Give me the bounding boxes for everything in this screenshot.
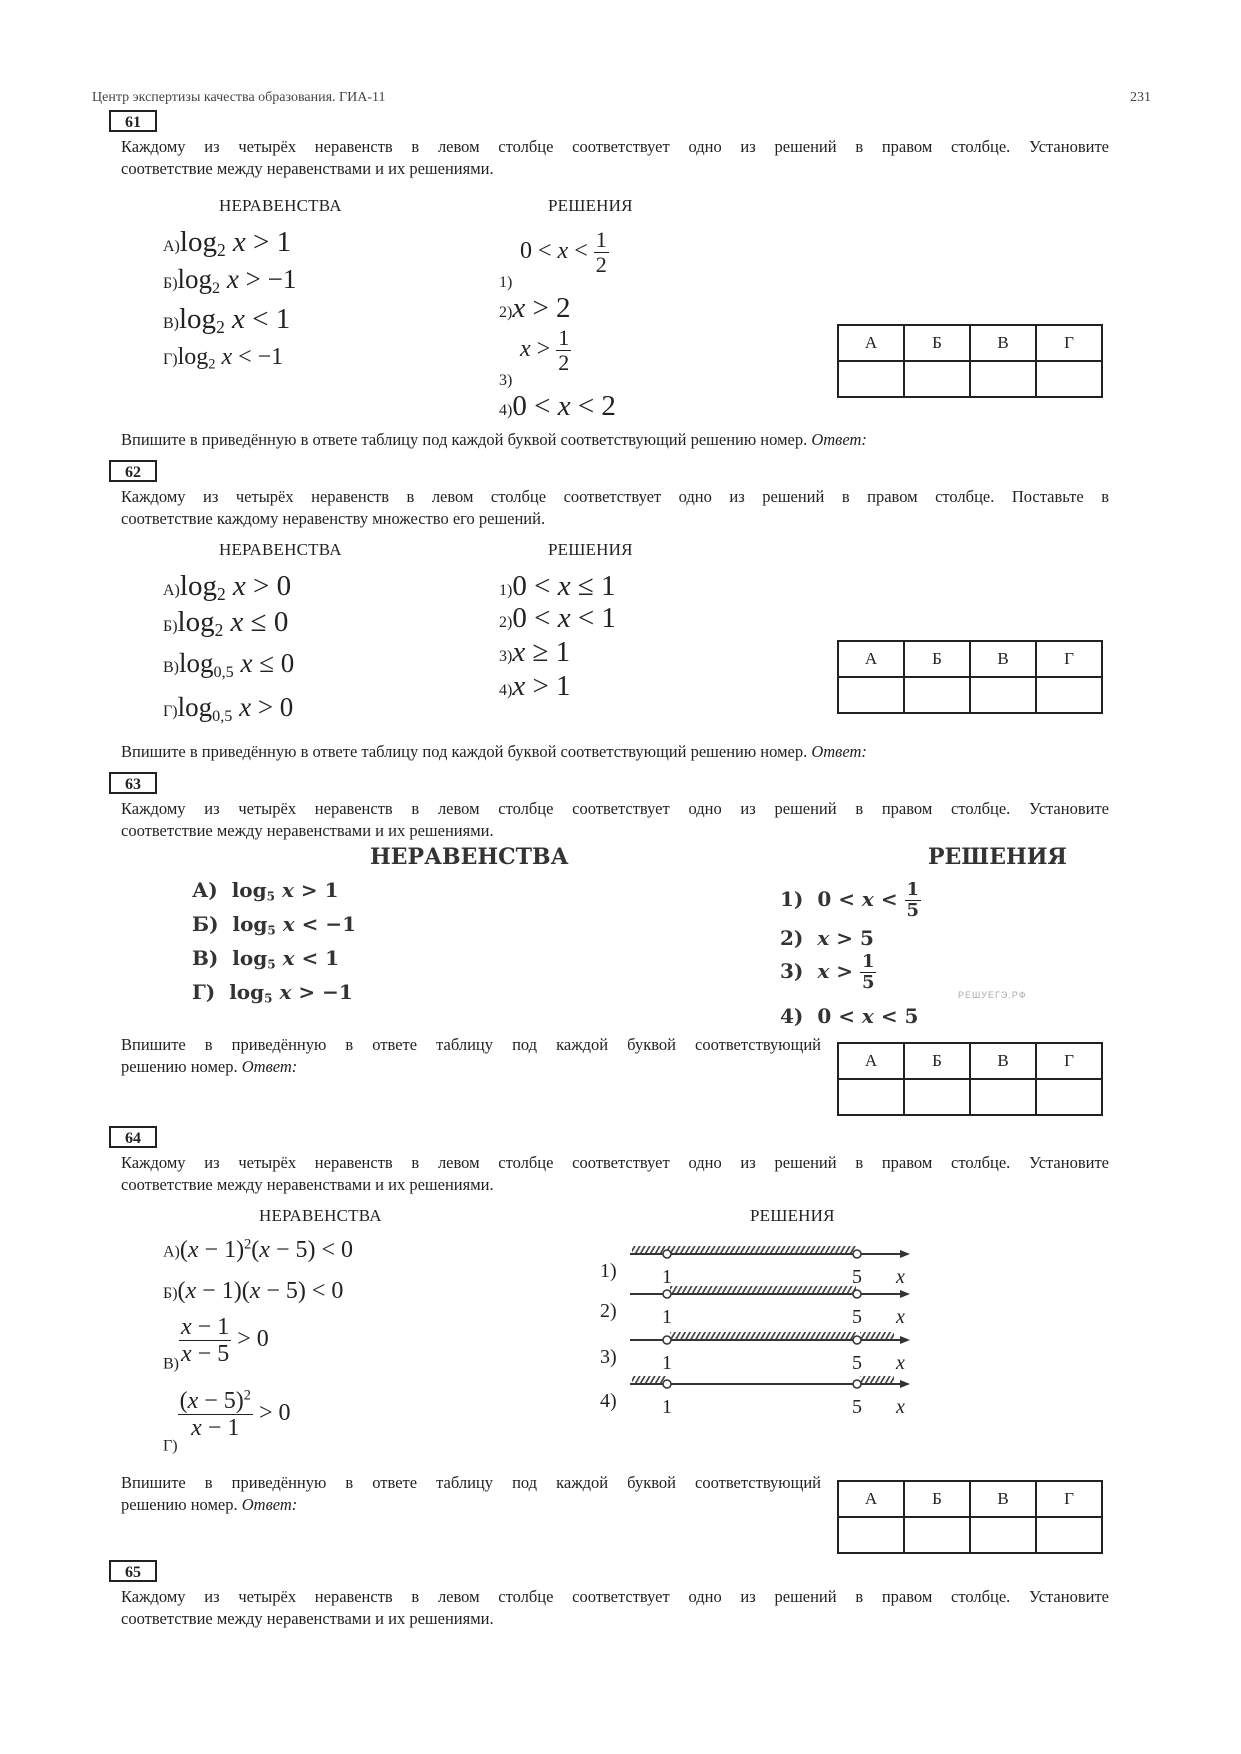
answer-table [837,640,1103,714]
axis-tick-label: 1 [662,1306,672,1328]
inequality-label: А) [163,238,180,255]
axis-variable: x [896,1352,905,1374]
inequality-label: В) [163,1355,179,1373]
task-text [121,486,1109,530]
open-point [663,1290,671,1298]
task-text-line: соответствие между неравенствами и их решениями. [121,1609,494,1628]
inequality-b: $Б)\log_2$ x ≤ 0 [163,606,289,641]
inequality-label: Г) [192,980,216,1004]
open-point [853,1380,861,1388]
inequality-label: Г) [163,703,178,720]
instruction-text: Впишите в приведённую в ответе таблицу под каждой буквой соответствующий [121,1035,821,1054]
axis-tick-label: 1 [662,1352,672,1374]
hatch-segment [670,1286,856,1294]
inequality-label: В) [192,946,219,970]
solution-label: 4) [499,682,513,699]
column-header-solutions: РЕШЕНИЯ [750,1206,835,1225]
inequality-label: Б) [163,1285,178,1302]
open-point [663,1380,671,1388]
task-number: 65 [109,1560,157,1582]
answer-header-g: Г [1036,1043,1102,1079]
answer-instruction [121,430,867,450]
axis-arrow [900,1290,910,1298]
task-number: 61 [109,110,157,132]
inequality-v: $В)\log_2$ x < 1 [163,303,291,338]
inequality-label: Б) [163,618,178,635]
solution-3-expression: x > $\frac{1}{2}$ [520,325,570,376]
task-text-line: соответствие между неравенствами и их решениями. [121,821,494,840]
axis-tick-label: 1 [662,1396,672,1418]
axis-arrow [900,1336,910,1344]
inequality-label: А) [163,1243,180,1261]
hatch-segment [670,1246,856,1254]
solution-label: 1) [499,274,513,291]
inequality-label: Б) [163,275,178,292]
inequality-a: $А)\log_2$ x > 1 [163,226,292,261]
solution-label: 2) [600,1300,617,1322]
task-text [121,1152,1109,1196]
solution-2: 2)0 < x < 1 [499,602,616,634]
column-header-solutions: РЕШЕНИЯ [548,196,633,215]
task-text-line: соответствие каждому неравенству множество его решений. [121,509,546,528]
inequality-b: Б) $\log_5 x < -1$ [192,912,357,938]
task-text [121,798,1109,842]
axis-variable: x [896,1396,905,1418]
answer-header-v: В [970,641,1036,677]
answer-label: Ответ: [241,1495,298,1514]
open-point [853,1290,861,1298]
inequality-g: $Г)\log_{0,5}$ x > 0 [163,692,294,725]
answer-header-v: В [970,325,1036,361]
inequality-v: В) $\frac{x - 1}{x - 5}$ > 0 [163,1314,269,1373]
task-text-line: Каждому из четырёх неравенств в левом столбце соответствует одно из решений в правом столбце. Поставьте в [121,487,1109,506]
open-point [853,1250,861,1258]
axis-tick-label: 1 [662,1266,672,1288]
solution-3: 3)x ≥ 1 [499,636,571,668]
inequality-label: А) [163,582,180,599]
number-line-1 [630,1246,910,1258]
answer-table [837,1480,1103,1554]
answer-instruction [121,742,867,762]
answer-instruction [121,1034,821,1078]
axis-tick-label: 5 [852,1306,862,1328]
column-header-solutions: РЕШЕНИЯ [548,540,633,559]
answer-header-a: А [838,1481,904,1517]
solution-1: 1) 0 < x < $\frac{1}{5}$ [780,879,920,921]
number-line-2 [630,1286,910,1298]
task-text-line: Каждому из четырёх неравенств в левом столбце соответствует одно из решений в правом столбце. Установите [121,1153,1109,1172]
axis-arrow [900,1250,910,1258]
column-header-inequalities: НЕРАВЕНСТВА [219,540,342,559]
open-point [663,1336,671,1344]
inequality-g: Г) $\frac{(x - 5)^2}{x - 1}$ > 0 [163,1387,291,1455]
answer-header-a: А [838,1043,904,1079]
hatch-segment [860,1332,894,1340]
axis-tick-label: 5 [852,1352,862,1374]
inequality-label: Г) [163,351,178,368]
task-text-line: соответствие между неравенствами и их решениями. [121,1175,494,1194]
task-number: 62 [109,460,157,482]
solution-4: 4)0 < x < 2 [499,390,616,422]
hatch-segment [632,1376,666,1384]
answer-instruction [121,1472,821,1516]
inequality-label: Г) [163,1437,178,1455]
answer-cell-g[interactable] [1036,361,1102,397]
page-number: 231 [1130,90,1151,105]
inequality-label: Б) [192,912,219,936]
answer-cell-v[interactable] [970,677,1036,713]
number-line-4 [630,1376,910,1388]
answer-table [837,324,1103,398]
header-org: Центр экспертизы качества образования. ГИА-11 [92,90,386,105]
hatch-segment [670,1332,856,1340]
solution-4: 4)x > 1 [499,670,571,702]
solution-label: 2) [780,926,804,950]
task-text-line: Каждому из четырёх неравенств в левом столбце соответствует одно из решений в правом столбце. Установите [121,799,1109,818]
inequality-v: В) $\log_5 x < 1$ [192,946,340,972]
answer-cell-b[interactable] [904,361,970,397]
answer-cell-g[interactable] [1036,1517,1102,1553]
axis-arrow [900,1380,910,1388]
answer-cell-v[interactable] [970,361,1036,397]
solution-label: 3) [499,648,513,665]
hatch-segment [860,1376,894,1384]
answer-cell-b[interactable] [904,1517,970,1553]
answer-header-v: В [970,1043,1036,1079]
task-text [121,1586,1109,1630]
instruction-text: Впишите в приведённую в ответе таблицу под каждой буквой соответствующий решению номер. [121,742,808,761]
solution-label: 4) [499,402,513,419]
inequality-b: $Б)\log_2$ x > −1 [163,264,297,297]
answer-header-g: Г [1036,1481,1102,1517]
inequality-a: $А)\log_2$ x > 0 [163,570,292,605]
answer-cell-g[interactable] [1036,1079,1102,1115]
answer-cell-b[interactable] [904,1079,970,1115]
inequality-label: А) [192,878,218,902]
solution-label: 4) [780,1004,804,1028]
column-header-solutions: РЕШЕНИЯ [928,844,1067,870]
answer-cell-a[interactable] [838,1517,904,1553]
task-text-line: соответствие между неравенствами и их решениями. [121,159,494,178]
answer-label: Ответ: [241,1057,298,1076]
solution-2: 2) x > 5 [780,926,874,950]
answer-header-b: Б [904,641,970,677]
inequality-a: А) $\log_5 x > 1$ [192,878,339,904]
answer-cell-v[interactable] [970,1517,1036,1553]
solution-label: 3) [499,372,513,389]
task-text-line: Каждому из четырёх неравенств в левом столбце соответствует одно из решений в правом столбце. Установите [121,1587,1109,1606]
task-number: 64 [109,1126,157,1148]
column-header-inequalities: НЕРАВЕНСТВА [219,196,342,215]
solution-label: 1) [499,582,513,599]
answer-cell-a[interactable] [838,1079,904,1115]
answer-header-b: Б [904,1043,970,1079]
answer-header-a: А [838,641,904,677]
instruction-text: Впишите в приведённую в ответе таблицу под каждой буквой соответствующий [121,1473,821,1492]
column-header-inequalities: НЕРАВЕНСТВА [259,1206,382,1225]
axis-variable: x [896,1306,905,1328]
solution-label: 4) [600,1390,617,1412]
solution-1-expression: 0 < x < $\frac{1}{2}$ [520,227,607,278]
number-line-3 [630,1332,910,1344]
instruction-text: решению номер. [121,1495,238,1514]
column-header-inequalities: НЕРАВЕНСТВА [370,844,569,870]
inequality-g: Г) $\log_5 x > -1$ [192,980,353,1006]
inequality-label: В) [163,659,179,676]
axis-tick-label: 5 [852,1266,862,1288]
answer-header-a: А [838,325,904,361]
task-number: 63 [109,772,157,794]
inequality-v: $В)\log_{0,5}$ x ≤ 0 [163,648,295,681]
answer-cell-a[interactable] [838,677,904,713]
solution-3: 3) x > $\frac{1}{5}$ [780,951,875,993]
solution-2: 2)x > 2 [499,292,571,324]
solution-1: 1)0 < x ≤ 1 [499,570,616,602]
solution-label: 3) [600,1346,617,1368]
answer-cell-v[interactable] [970,1079,1036,1115]
task-text [121,136,1109,180]
answer-header-g: Г [1036,325,1102,361]
answer-header-b: Б [904,1481,970,1517]
solution-label: 1) [780,886,804,911]
inequality-b: Б)(x − 1)(x − 5) < 0 [163,1278,344,1304]
open-point [853,1336,861,1344]
answer-header-v: В [970,1481,1036,1517]
instruction-text: решению номер. [121,1057,238,1076]
instruction-text: Впишите в приведённую в ответе таблицу под каждой буквой соответствующий решению номер. [121,430,808,449]
open-point [663,1250,671,1258]
answer-label: Ответ: [811,742,867,761]
answer-header-g: Г [1036,641,1102,677]
watermark: РЕШУЕГЭ.РФ [958,990,1027,1000]
answer-table [837,1042,1103,1116]
inequality-g: $Г)\log_2$ x < −1 [163,344,284,373]
answer-header-b: Б [904,325,970,361]
answer-cell-a[interactable] [838,361,904,397]
solution-label: 3) [780,958,804,983]
inequality-a: $А)(x - 1)^2(x - 5) < 0$ [163,1236,353,1263]
inequality-label: В) [163,315,179,332]
answer-cell-b[interactable] [904,677,970,713]
solution-label: 2) [499,304,513,321]
task-text-line: Каждому из четырёх неравенств в левом столбце соответствует одно из решений в правом столбце. Установите [121,137,1109,156]
number-lines-svg [600,1244,930,1440]
solution-4: 4) 0 < x < 5 [780,1004,919,1028]
axis-variable: x [896,1266,905,1288]
axis-tick-label: 5 [852,1396,862,1418]
answer-cell-g[interactable] [1036,677,1102,713]
answer-label: Ответ: [811,430,867,449]
solution-label: 1) [600,1260,617,1282]
number-lines [600,1244,930,1440]
solution-label: 2) [499,614,513,631]
